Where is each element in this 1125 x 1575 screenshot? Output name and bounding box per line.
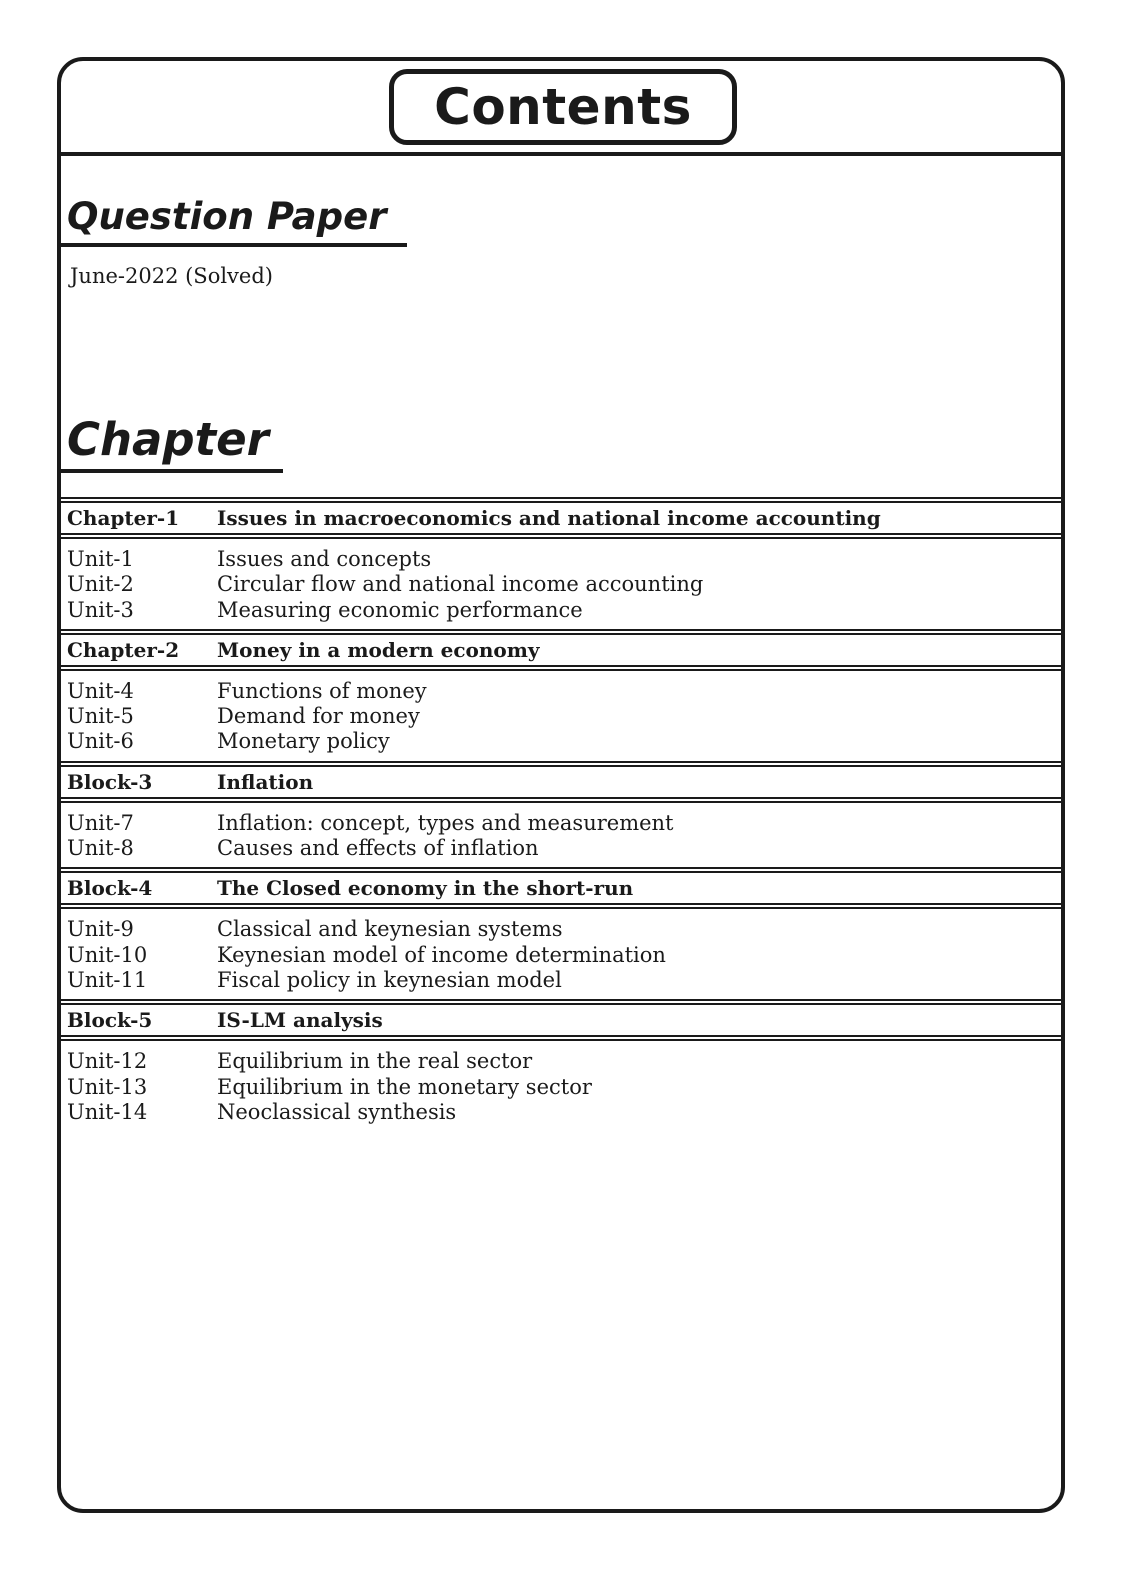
unit-title: Monetary policy — [217, 729, 390, 754]
chapter-number: Block-3 — [67, 769, 153, 794]
chapter-number: Block-4 — [67, 876, 153, 901]
unit-title: Neoclassical synthesis — [217, 1099, 457, 1124]
question-paper-heading: Question Paper — [67, 195, 387, 238]
table-of-contents — [61, 497, 1061, 1131]
unit-row[interactable] — [67, 572, 1061, 597]
chapter-row[interactable] — [61, 873, 1061, 903]
question-paper-underline — [61, 243, 407, 247]
chapter-heading: Chapter — [67, 413, 269, 466]
unit-row[interactable] — [67, 729, 1061, 754]
chapter-row[interactable] — [61, 503, 1061, 533]
unit-list — [61, 671, 1061, 761]
unit-number: Unit-14 — [67, 1099, 148, 1124]
chapter-number: Chapter-1 — [67, 506, 180, 530]
unit-title: Demand for money — [217, 704, 420, 729]
chapter-row[interactable] — [61, 767, 1061, 797]
chapter-title: Inflation — [217, 769, 314, 794]
chapter-title: Issues in macroeconomics and national income accounting — [217, 506, 881, 530]
chapter-number: Chapter-2 — [67, 637, 180, 662]
question-paper-item[interactable]: June-2022 (Solved) — [70, 264, 273, 288]
unit-row[interactable] — [67, 968, 1061, 993]
unit-number: Unit-1 — [67, 547, 134, 571]
chapter-underline — [61, 469, 283, 473]
unit-row[interactable] — [67, 917, 1061, 942]
unit-number: Unit-5 — [67, 704, 134, 729]
unit-number: Unit-2 — [67, 572, 134, 597]
unit-row[interactable] — [67, 1100, 1061, 1125]
unit-title: Equilibrium in the real sector — [217, 1049, 533, 1074]
unit-title: Circular flow and national income accounting — [217, 572, 704, 597]
contents-page-frame — [57, 57, 1065, 1513]
unit-row[interactable] — [67, 1075, 1061, 1100]
unit-title: Measuring economic performance — [217, 597, 583, 622]
unit-title: Functions of money — [217, 678, 427, 703]
page-title: Contents — [434, 78, 692, 136]
unit-title: Issues and concepts — [217, 547, 432, 571]
unit-number: Unit-13 — [67, 1074, 148, 1099]
unit-list — [61, 539, 1061, 629]
chapter-row[interactable] — [61, 1005, 1061, 1035]
unit-title: Equilibrium in the monetary sector — [217, 1074, 592, 1099]
unit-list — [61, 803, 1061, 868]
unit-list — [61, 909, 1061, 999]
unit-row[interactable] — [67, 836, 1061, 861]
unit-row[interactable] — [67, 679, 1061, 704]
chapter-row[interactable] — [61, 635, 1061, 665]
unit-row[interactable] — [67, 704, 1061, 729]
unit-number: Unit-3 — [67, 597, 134, 622]
unit-list — [61, 1041, 1061, 1131]
unit-title: Causes and effects of inflation — [217, 836, 539, 861]
unit-row[interactable] — [67, 943, 1061, 968]
unit-number: Unit-4 — [67, 678, 134, 703]
unit-title: Inflation: concept, types and measurement — [217, 810, 674, 835]
unit-number: Unit-6 — [67, 729, 134, 754]
unit-number: Unit-10 — [67, 942, 148, 967]
title-box — [389, 69, 737, 145]
unit-row[interactable] — [67, 811, 1061, 836]
unit-title: Classical and keynesian systems — [217, 917, 563, 942]
chapter-title: The Closed economy in the short-run — [217, 876, 634, 901]
unit-row[interactable] — [67, 547, 1061, 572]
unit-number: Unit-7 — [67, 810, 134, 835]
unit-number: Unit-8 — [67, 836, 134, 861]
chapter-title: IS-LM analysis — [217, 1008, 383, 1033]
chapter-title: Money in a modern economy — [217, 637, 540, 662]
unit-title: Keynesian model of income determination — [217, 942, 666, 967]
chapter-number: Block-5 — [67, 1008, 153, 1033]
unit-row[interactable] — [67, 598, 1061, 623]
unit-number: Unit-11 — [67, 967, 148, 992]
unit-number: Unit-9 — [67, 917, 134, 942]
unit-title: Fiscal policy in keynesian model — [217, 967, 562, 992]
unit-number: Unit-12 — [67, 1049, 148, 1074]
unit-row[interactable] — [67, 1049, 1061, 1074]
title-divider — [61, 152, 1061, 156]
